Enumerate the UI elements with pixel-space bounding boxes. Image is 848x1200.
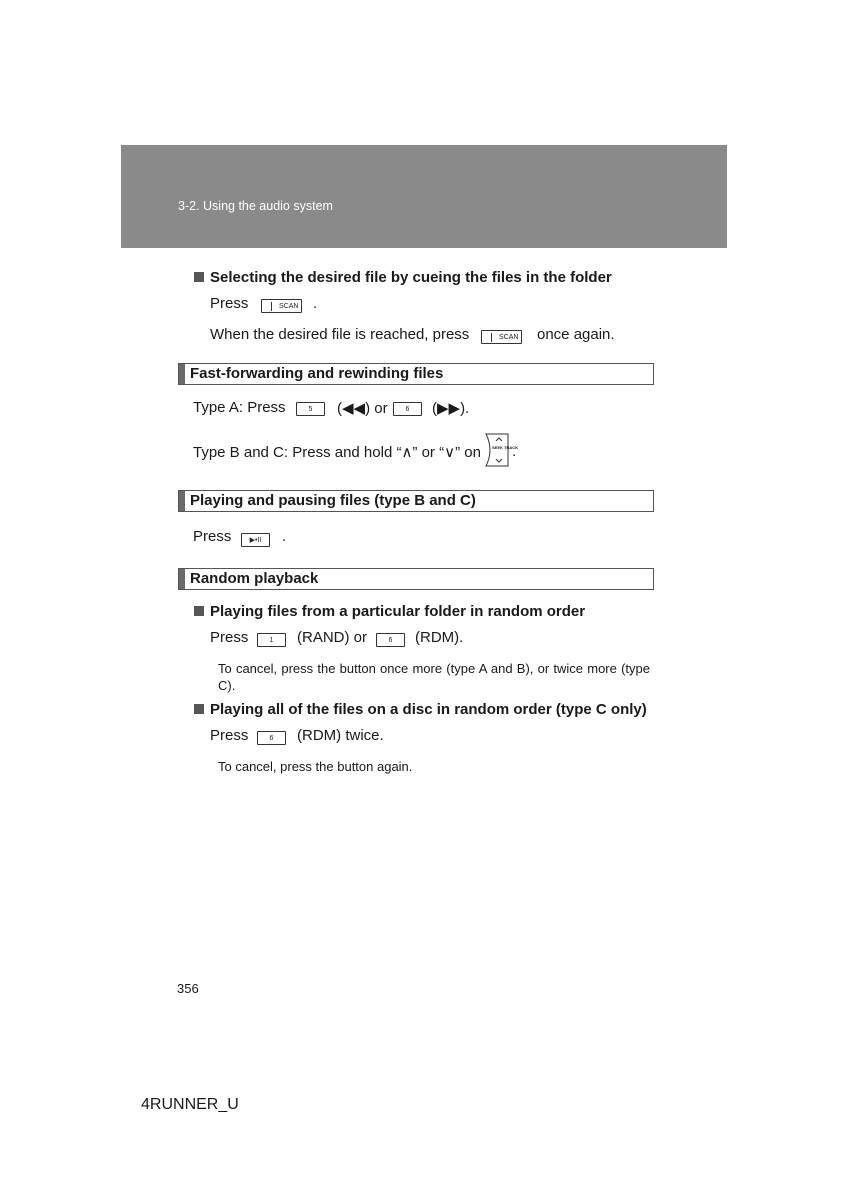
scan-button-label: SCAN: [499, 334, 519, 341]
scan-button-label: SCAN: [279, 303, 299, 310]
heading-marker: [179, 364, 185, 384]
heading-marker: [179, 569, 185, 589]
subsection-title-disc: [194, 701, 647, 718]
rewind-text: (◀◀) or: [337, 400, 388, 417]
folder-press-label: Press: [210, 629, 249, 646]
play-press-end: .: [282, 528, 287, 545]
select-when-end: once again.: [537, 326, 615, 343]
heading-text: Fast-forwarding and rewinding files: [190, 365, 444, 382]
button-bar-icon: [491, 333, 492, 342]
breadcrumb: 3-2. Using the audio system: [178, 199, 333, 213]
type-bc-end: .: [512, 443, 517, 460]
page-number: 356: [177, 981, 199, 996]
type-a-text: Type A: Press: [193, 399, 286, 416]
play-press-label: Press: [193, 528, 232, 545]
folder-title: Playing files from a particular folder in random order: [210, 603, 586, 620]
button-bar-icon: [271, 302, 272, 311]
seek-track-label: SEEK TRACK: [492, 445, 519, 450]
select-title: Selecting the desired file by cueing the files in the folder: [210, 269, 612, 286]
disc-note: To cancel, press the button again.: [218, 759, 413, 774]
play-pause-button: ▶•II: [241, 533, 270, 547]
heading-text: Random playback: [190, 570, 319, 587]
square-bullet-icon: [194, 606, 204, 616]
page-header: [121, 145, 727, 248]
rdm-text: (RDM).: [415, 629, 464, 646]
button-5: 5: [296, 402, 325, 416]
button-6: 6: [393, 402, 422, 416]
model-code: 4RUNNER_U: [141, 1096, 239, 1113]
select-press-label: Press: [210, 295, 249, 312]
heading-text: Playing and pausing files (type B and C): [190, 492, 476, 509]
seek-track-switch-icon: [482, 433, 519, 467]
section-heading-play-pause: [178, 490, 654, 512]
folder-note: To cancel, press the button once more (type A and B), or twice more (type C).: [218, 661, 650, 693]
heading-marker: [179, 491, 185, 511]
square-bullet-icon: [194, 704, 204, 714]
scan-button: [261, 299, 302, 313]
fast-forward-text: (▶▶).: [432, 400, 470, 417]
disc-title: Playing all of the files on a disc in random order (type C only): [210, 701, 647, 718]
square-bullet-icon: [194, 272, 204, 282]
subsection-title-select: [194, 269, 612, 286]
select-when-text: When the desired file is reached, press: [210, 326, 470, 343]
disc-rdm-text: (RDM) twice.: [297, 727, 384, 744]
button-6-disc: 6: [257, 731, 286, 745]
section-heading-fast-forward: [178, 363, 654, 385]
scan-button-again: [481, 330, 522, 344]
section-heading-random: [178, 568, 654, 590]
button-1: 1: [257, 633, 286, 647]
select-press-end: .: [313, 295, 318, 312]
subsection-title-folder: [194, 603, 585, 620]
disc-press-label: Press: [210, 727, 249, 744]
rand-text: (RAND) or: [297, 629, 367, 646]
button-6-rdm: 6: [376, 633, 405, 647]
type-bc-text: Type B and C: Press and hold “∧” or “∨” on: [193, 444, 481, 461]
